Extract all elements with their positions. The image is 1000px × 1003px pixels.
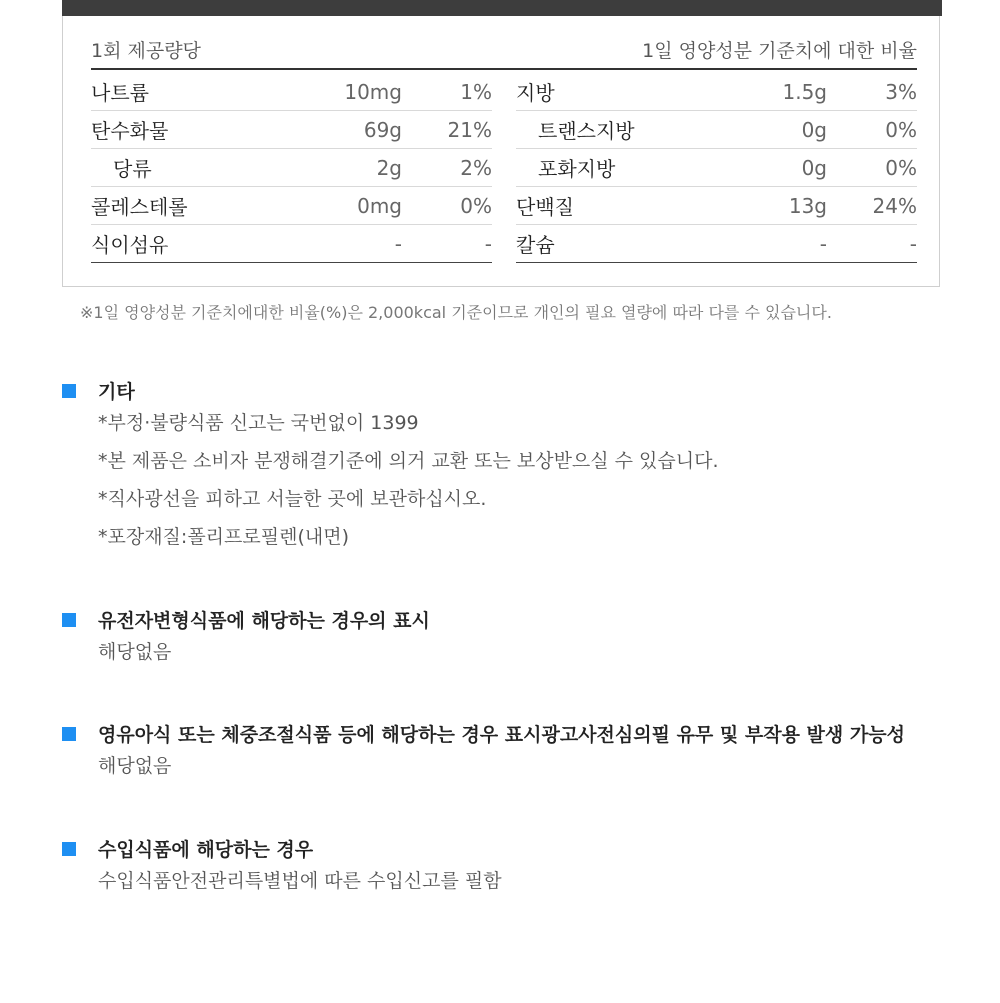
nutrient-row <box>516 111 917 149</box>
section-gmo <box>62 606 430 671</box>
nutrient-percent: 0% <box>885 155 917 180</box>
nutrient-percent: 0% <box>885 117 917 142</box>
nutrient-amount: - <box>394 231 402 256</box>
section-etc <box>62 377 719 556</box>
nutrient-percent: 24% <box>872 193 917 218</box>
section-title: 기타 <box>98 381 135 403</box>
nutrient-amount: 0mg <box>357 193 402 218</box>
nutrient-amount: 13g <box>788 193 827 218</box>
nutrient-percent: - <box>484 231 492 256</box>
square-bullet-icon <box>62 613 76 627</box>
section-line: 해당없음 <box>98 641 172 663</box>
nutrient-name: 탄수화물 <box>91 119 169 143</box>
nutrient-percent: 0% <box>460 193 492 218</box>
nutrition-table <box>62 16 940 287</box>
nutrient-percent: - <box>909 231 917 256</box>
nutrition-column-right <box>516 73 917 263</box>
nutrient-row <box>91 225 492 263</box>
nutrient-row <box>91 111 492 149</box>
section-line: *포장재질:폴리프로필렌(내면) <box>98 526 349 548</box>
header-bar <box>62 0 942 16</box>
nutrient-name: 지방 <box>516 81 555 105</box>
nutrient-name: 트랜스지방 <box>538 119 635 143</box>
nutrient-row <box>91 73 492 111</box>
nutrient-row <box>91 149 492 187</box>
section-title: 유전자변형식품에 해당하는 경우의 표시 <box>98 610 430 632</box>
section-title: 수입식품에 해당하는 경우 <box>98 839 314 861</box>
nutrient-percent: 2% <box>460 155 492 180</box>
nutrient-amount: 1.5g <box>782 79 827 104</box>
nutrient-amount: 0g <box>801 117 827 142</box>
nutrient-amount: 0g <box>801 155 827 180</box>
nutrient-name: 콜레스테롤 <box>91 195 188 219</box>
nutrient-row <box>516 73 917 111</box>
section-line: *직사광선을 피하고 서늘한 곳에 보관하십시오. <box>98 488 487 510</box>
section-title: 영유아식 또는 체중조절식품 등에 해당하는 경우 표시광고사전심의필 유무 및 부작용 발생 가능성 <box>98 724 905 746</box>
section-line: 수입식품안전관리특별법에 따른 수입신고를 필함 <box>98 870 502 892</box>
nutrition-column-left <box>91 73 492 263</box>
nutrient-amount: - <box>819 231 827 256</box>
nutrient-name: 포화지방 <box>538 157 616 181</box>
nutrient-name: 단백질 <box>516 195 574 219</box>
square-bullet-icon <box>62 727 76 741</box>
square-bullet-icon <box>62 384 76 398</box>
nutrient-name: 칼슘 <box>516 233 555 257</box>
section-imported <box>62 835 502 900</box>
nutrition-footnote: ※1일 영양성분 기준치에대한 비율(%)은 2,000kcal 기준이므로 개인의 필요 열량에 따라 다를 수 있습니다. <box>80 303 832 322</box>
daily-value-label: 1일 영양성분 기준치에 대한 비율 <box>642 39 917 62</box>
section-line: *본 제품은 소비자 분쟁해결기준에 의거 교환 또는 보상받으실 수 있습니다. <box>98 450 719 472</box>
section-infant-diet <box>62 720 905 785</box>
nutrient-amount: 10mg <box>344 79 402 104</box>
nutrient-name: 당류 <box>113 157 152 181</box>
nutrient-name: 식이섬유 <box>91 233 169 257</box>
section-line: *부정·불량식품 신고는 국번없이 1399 <box>98 412 419 434</box>
nutrient-percent: 21% <box>447 117 492 142</box>
nutrient-row <box>516 225 917 263</box>
nutrition-table-header <box>91 30 917 70</box>
nutrient-percent: 1% <box>460 79 492 104</box>
section-line: 해당없음 <box>98 755 172 777</box>
nutrient-name: 나트륨 <box>91 81 149 105</box>
square-bullet-icon <box>62 842 76 856</box>
nutrient-amount: 69g <box>363 117 402 142</box>
nutrient-percent: 3% <box>885 79 917 104</box>
nutrient-row <box>516 187 917 225</box>
serving-label: 1회 제공량당 <box>91 39 201 62</box>
nutrient-row <box>91 187 492 225</box>
nutrient-amount: 2g <box>376 155 402 180</box>
nutrient-row <box>516 149 917 187</box>
